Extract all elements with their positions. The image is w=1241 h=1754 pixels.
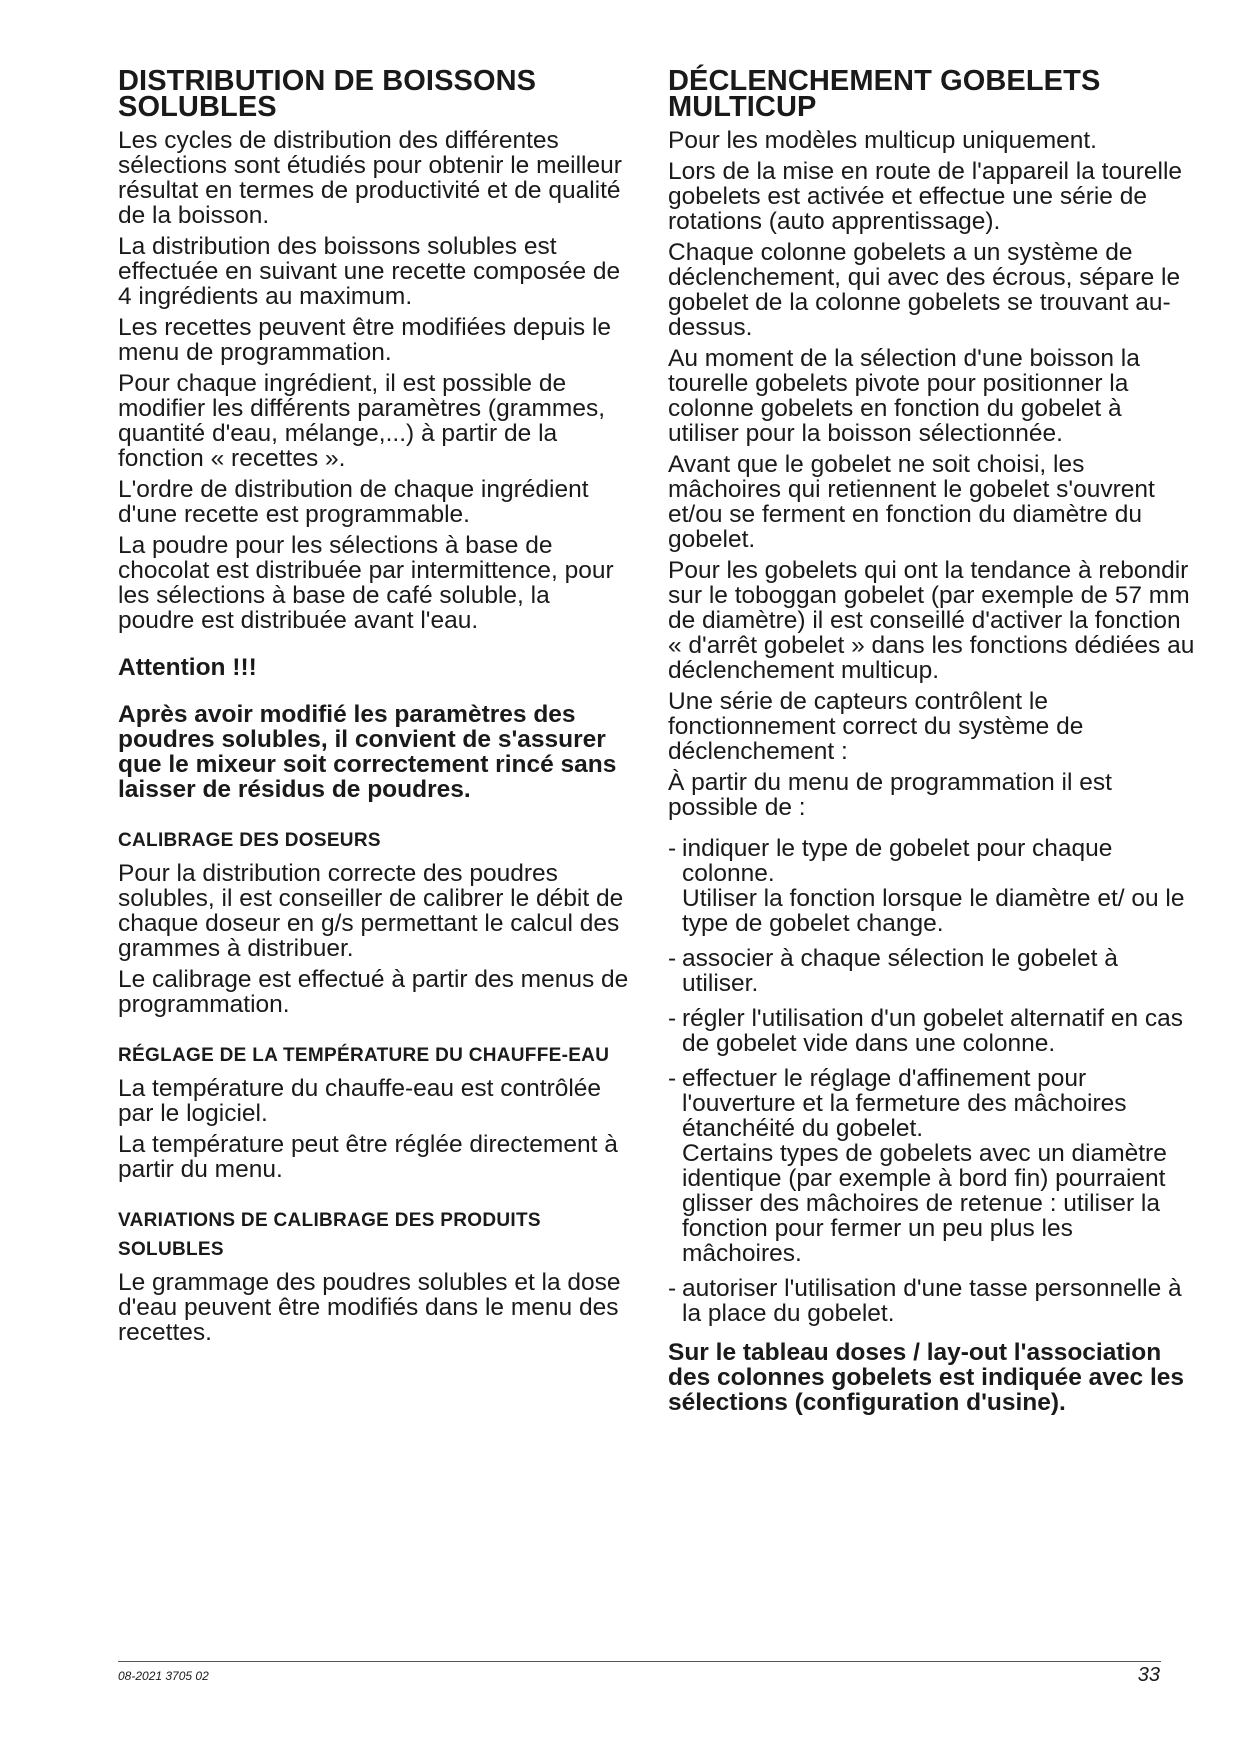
list-item bbox=[668, 946, 1198, 996]
section-heading-variations: VARIATIONS DE CALIBRAGE DES PRODUITS SOLUBLES bbox=[118, 1210, 541, 1260]
list-item-subtext: Certains types de gobelets avec un diamètre identique (par exemple à bord fin) pourraient glisser des mâchoires de retenue : utiliser la fonction pour fermer un peu plus les mâchoires. bbox=[682, 1140, 1167, 1267]
left-paragraph: Pour chaque ingrédient, il est possible de modifier les différents paramètres (grammes, quantité d'eau, mélange,...) à partir de la fonction « recettes ». bbox=[118, 370, 605, 472]
left-column bbox=[118, 65, 630, 1351]
list-item bbox=[668, 1006, 1198, 1056]
right-paragraph: Au moment de la sélection d'une boisson la tourelle gobelets pivote pour positionner la colonne gobelets en fonction du gobelet à utiliser pour la boisson sélectionnée. bbox=[668, 345, 1140, 447]
left-paragraph: L'ordre de distribution de chaque ingrédient d'une recette est programmable. bbox=[118, 476, 589, 528]
list-dash: - bbox=[668, 945, 677, 972]
section-heading-calibrage: CALIBRAGE DES DOSEURS bbox=[118, 830, 381, 851]
list-item-text: régler l'utilisation d'un gobelet alternatif en cas de gobelet vide dans une colonne. bbox=[682, 1005, 1184, 1057]
right-paragraph: Pour les gobelets qui ont la tendance à rebondir sur le toboggan gobelet (par exemple de 57 mm de diamètre) il est conseillé d'activer la fonction « d'arrêt gobelet » dans les fonctions dédiées au déclenchement multicup. bbox=[668, 557, 1195, 684]
attention-label: Attention !!! bbox=[118, 654, 257, 681]
right-paragraph: Avant que le gobelet ne soit choisi, les mâchoires qui retiennent le gobelet s'ouvrent et/ou se ferment en fonction du diamètre du gobelet. bbox=[668, 451, 1155, 553]
left-paragraph: La distribution des boissons solubles est effectuée en suivant une recette composée de 4 ingrédients au maximum. bbox=[118, 233, 621, 310]
left-paragraph: Les cycles de distribution des différentes sélections sont étudiés pour obtenir le meilleur résultat en termes de productivité et de qualité de la boisson. bbox=[118, 127, 622, 229]
list-item-text: associer à chaque sélection le gobelet à utiliser. bbox=[682, 945, 1118, 997]
section-paragraph: Pour la distribution correcte des poudres solubles, il est conseiller de calibrer le débit de chaque doseur en g/s permettant le calcul des grammes à distribuer. bbox=[118, 860, 624, 962]
right-column bbox=[668, 65, 1198, 1421]
right-paragraph: Une série de capteurs contrôlent le fonctionnement correct du système de déclenchement : bbox=[668, 688, 1084, 765]
footer-divider bbox=[118, 1661, 1161, 1662]
section-paragraph: Le calibrage est effectué à partir des menus de programmation. bbox=[118, 966, 629, 1018]
section-paragraph: Le grammage des poudres solubles et la dose d'eau peuvent être modifiés dans le menu des recettes. bbox=[118, 1269, 621, 1346]
list-item-text: effectuer le réglage d'affinement pour l'ouverture et la fermeture des mâchoires étanchéité du gobelet. bbox=[682, 1065, 1127, 1142]
right-paragraph: À partir du menu de programmation il est possible de : bbox=[668, 769, 1112, 821]
list-dash: - bbox=[668, 1275, 677, 1302]
list-dash: - bbox=[668, 1005, 677, 1032]
list-item-subtext: Utiliser la fonction lorsque le diamètre et/ ou le type de gobelet change. bbox=[682, 885, 1185, 937]
right-paragraph: Chaque colonne gobelets a un système de déclenchement, qui avec des écrous, sépare le gobelet de la colonne gobelets se trouvant au-dessus. bbox=[668, 239, 1181, 341]
section-paragraph: La température peut être réglée directement à partir du menu. bbox=[118, 1131, 618, 1183]
attention-text: Après avoir modifié les paramètres des poudres solubles, il convient de s'assurer que le mixeur soit correctement rincé sans laisser de résidus de poudres. bbox=[118, 701, 617, 803]
left-paragraph: Les recettes peuvent être modifiées depuis le menu de programmation. bbox=[118, 314, 612, 366]
list-item bbox=[668, 1276, 1198, 1326]
left-paragraph: La poudre pour les sélections à base de chocolat est distribuée par intermittence, pour les sélections à base de café soluble, la poudre est distribuée avant l'eau. bbox=[118, 532, 614, 634]
list-item-text: autoriser l'utilisation d'une tasse personnelle à la place du gobelet. bbox=[682, 1275, 1182, 1327]
document-code: 08-2021 3705 02 bbox=[118, 1669, 209, 1683]
section-paragraph: La température du chauffe-eau est contrôlée par le logiciel. bbox=[118, 1075, 602, 1127]
list-dash: - bbox=[668, 835, 677, 862]
section-heading-temperature: RÉGLAGE DE LA TEMPÉRATURE DU CHAUFFE-EAU bbox=[118, 1045, 610, 1066]
right-paragraph: Pour les modèles multicup uniquement. bbox=[668, 127, 1097, 154]
list-dash: - bbox=[668, 1065, 677, 1092]
closing-note: Sur le tableau doses / lay-out l'association des colonnes gobelets est indiquée avec les sélections (configuration d'usine). bbox=[668, 1339, 1185, 1416]
list-item-text: indiquer le type de gobelet pour chaque colonne. bbox=[682, 835, 1113, 887]
list-item bbox=[668, 836, 1198, 936]
page-number: 33 bbox=[1137, 1664, 1160, 1686]
right-section-title: DÉCLENCHEMENT GOBELETS MULTICUP bbox=[668, 65, 1101, 123]
right-paragraph: Lors de la mise en route de l'appareil la tourelle gobelets est activée et effectue une série de rotations (auto apprentissage). bbox=[668, 158, 1183, 235]
list-item bbox=[668, 1066, 1198, 1266]
left-section-title: DISTRIBUTION DE BOISSONS SOLUBLES bbox=[118, 65, 537, 123]
